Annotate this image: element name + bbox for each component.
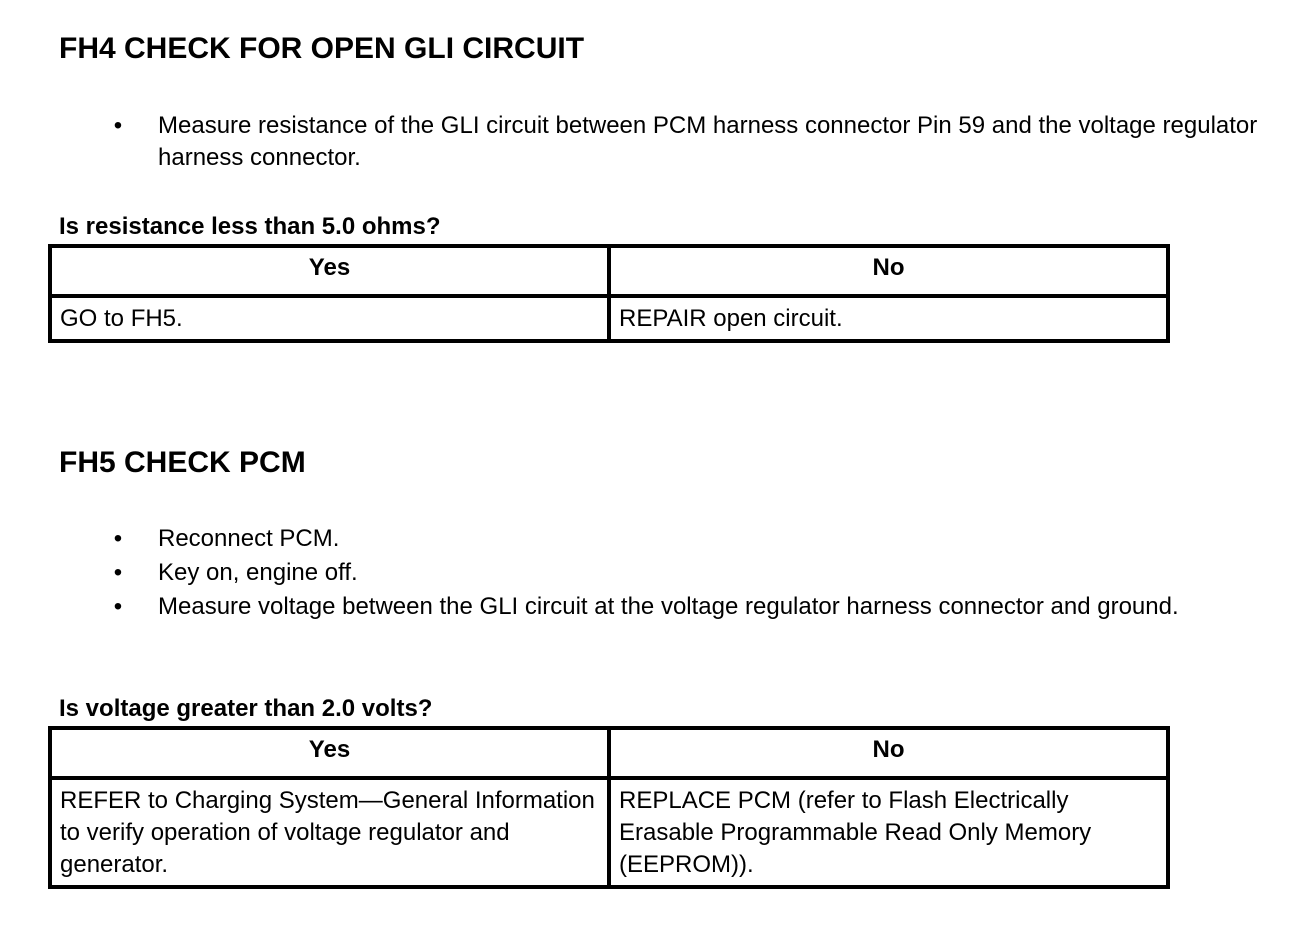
list-item — [0, 523, 1268, 555]
bullet-icon: • — [113, 525, 123, 552]
bullet-icon: • — [113, 112, 123, 139]
decision-table-fh5 — [48, 726, 1170, 889]
table-row — [50, 778, 1168, 887]
question-fh4: Is resistance less than 5.0 ohms? — [59, 213, 441, 240]
yes-column-header: Yes — [50, 728, 609, 778]
bullet-icon: • — [113, 559, 123, 586]
table-header-row — [50, 728, 1168, 778]
no-column-header: No — [609, 728, 1168, 778]
yes-action-cell: GO to FH5. — [50, 296, 609, 341]
no-action-cell: REPLACE PCM (refer to Flash Electrically Erasable Programmable Read Only Memory (EEPROM)). — [609, 778, 1168, 887]
decision-table-fh4 — [48, 244, 1170, 343]
list-item — [0, 591, 1268, 623]
yes-action-cell: REFER to Charging System—General Information to verify operation of voltage regulator and generator. — [50, 778, 609, 887]
bullet-text: Key on, engine off. — [158, 559, 358, 586]
question-fh5: Is voltage greater than 2.0 volts? — [59, 695, 433, 722]
list-item — [0, 557, 1268, 589]
table-header-row — [50, 246, 1168, 296]
bullet-list-fh5 — [0, 523, 1268, 623]
bullet-text: Measure resistance of the GLI circuit between PCM harness connector Pin 59 and the voltage regulator harness connector. — [158, 112, 1258, 171]
section-title-fh4: FH4 CHECK FOR OPEN GLI CIRCUIT — [59, 32, 585, 65]
no-action-cell: REPAIR open circuit. — [609, 296, 1168, 341]
bullet-icon: • — [113, 593, 123, 620]
yes-column-header: Yes — [50, 246, 609, 296]
bullet-text: Reconnect PCM. — [158, 525, 340, 552]
bullet-list-fh4 — [0, 110, 1268, 174]
section-title-fh5: FH5 CHECK PCM — [59, 446, 306, 479]
bullet-text: Measure voltage between the GLI circuit at the voltage regulator harness connector and ground. — [158, 593, 1179, 620]
list-item — [0, 110, 1268, 174]
table-row — [50, 296, 1168, 341]
no-column-header: No — [609, 246, 1168, 296]
